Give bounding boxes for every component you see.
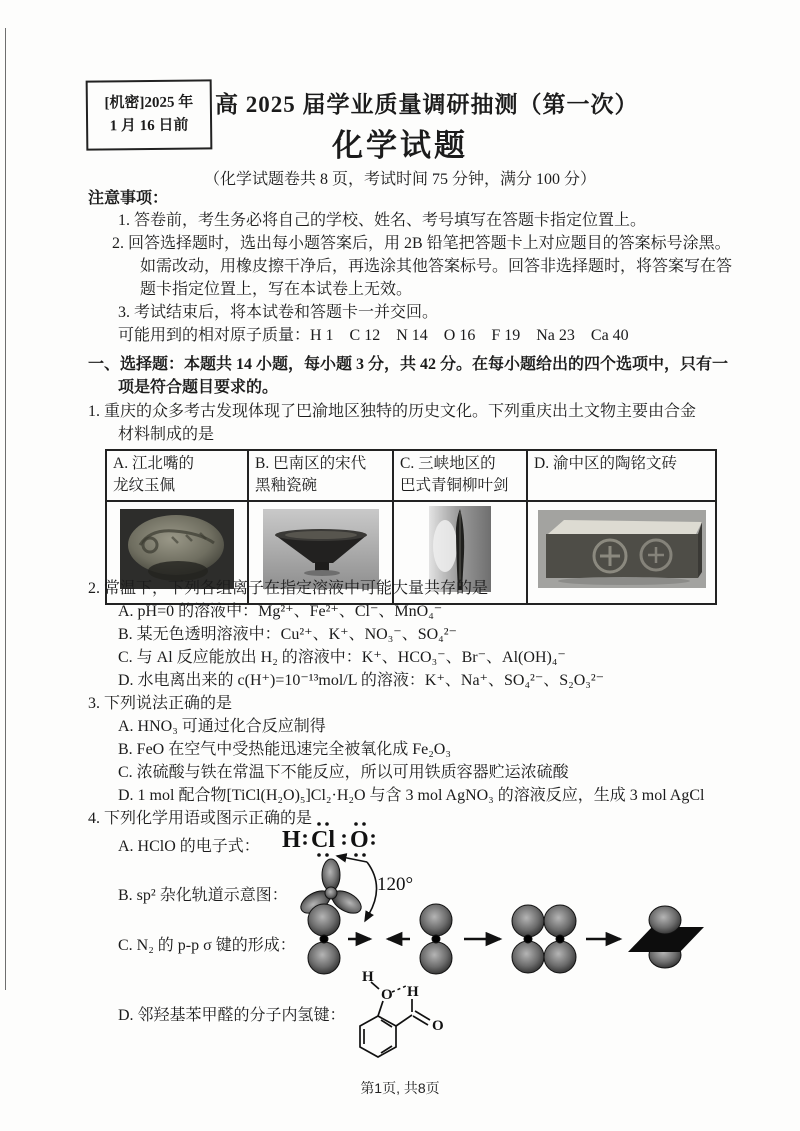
q4-option-d-label: D. 邻羟基苯甲醛的分子内氢键： — [118, 1007, 346, 1024]
q2-option-a: A. pH=0 的溶液中：Mg²⁺、Fe²⁺、Cl⁻、MnO₄⁻ — [118, 603, 443, 620]
q3-option-c: C. 浓硫酸与铁在常温下不能反应，所以可用铁质容器贮运浓硫酸 — [118, 764, 569, 781]
notice-item-2-line1: 2. 回答选择题时，选出每小题答案后，用 2B 铅笔把答题卡上对应题目的答案标号涂黑。 — [112, 235, 731, 252]
q1-caption-a-line1: A. 江北嘴的 — [113, 455, 194, 472]
exam-meta: （化学试题卷共 8 页，考试时间 75 分钟，满分 100 分） — [203, 171, 596, 188]
molecule-h1-label: H — [362, 969, 374, 985]
jade-pendant-photo — [120, 509, 234, 589]
exam-title: 高 2025 届学业质量调研抽测（第一次） — [215, 92, 639, 117]
q1-option-c-caption — [393, 450, 527, 501]
notice-item-1: 1. 答卷前，考生务必将自己的学校、姓名、考号填写在答题卡指定位置上。 — [118, 212, 647, 229]
q1-option-d-caption — [527, 450, 716, 501]
q1-caption-d-line1: D. 渝中区的陶铭文砖 — [534, 455, 677, 472]
q4-option-b-label: B. sp² 杂化轨道示意图： — [118, 887, 288, 904]
q2-option-d: D. 水电离出来的 c(H⁺)=10⁻¹³mol/L 的溶液：K⁺、Na⁺、SO₄²⁻、S₂O₃²⁻ — [118, 672, 605, 689]
notice-item-2-line2: 如需改动，用橡皮擦干净后，再选涂其他答案标号。回答非选择题时，将答案写在答 — [140, 258, 733, 275]
q4-stem: 4. 下列化学用语或图示正确的是 — [88, 810, 313, 827]
q1-option-a-caption — [106, 450, 248, 501]
confidential-line2: 1 月 16 日前 — [109, 117, 189, 135]
page-number-footer: 第1页, 共8页 — [360, 1080, 440, 1096]
molecule-h2-label: H — [407, 984, 419, 1000]
section1-heading-line1: 一、选择题：本题共 14 小题，每小题 3 分，共 42 分。在每小题给出的四个选项中，只有一 — [88, 356, 729, 373]
q2-option-b: B. 某无色透明溶液中：Cu²⁺、K⁺、NO₃⁻、SO₄²⁻ — [118, 626, 457, 643]
notice-item-3: 3. 考试结束后，将本试卷和答题卡一并交回。 — [118, 304, 439, 321]
subject-title: 化学试题 — [332, 128, 468, 163]
q4-option-c-label: C. N₂ 的 p-p σ 键的形成： — [118, 937, 296, 954]
q4-option-a-label: A. HClO 的电子式： — [118, 838, 260, 855]
q3-option-d: D. 1 mol 配合物[TiCl(H₂O)₅]Cl₂·H₂O 与含 3 mol AgNO₃ 的溶液反应，生成 3 mol AgCl — [118, 787, 705, 804]
q1-caption-c-line2: 巴式青铜柳叶剑 — [400, 477, 509, 495]
q1-caption-b-line1: B. 巴南区的宋代 — [255, 455, 367, 472]
salicylaldehyde-structure — [344, 968, 459, 1068]
molecule-o2-label: O — [432, 1018, 444, 1034]
q1-caption-b-line2: 黑釉瓷碗 — [255, 477, 318, 495]
electron-dot-cl: Cl — [311, 827, 335, 853]
black-bowl-photo — [263, 509, 379, 589]
q1-caption-c-line1: C. 三峡地区的 — [400, 455, 496, 472]
atomic-mass-line: 可能用到的相对原子质量：H 1 C 12 N 14 O 16 F 19 Na 23 Ca 40 — [118, 327, 629, 344]
q3-stem: 3. 下列说法正确的是 — [88, 695, 233, 712]
notice-heading: 注意事项： — [88, 190, 169, 207]
q1-caption-row — [106, 450, 716, 501]
q1-caption-a-line2: 龙纹玉佩 — [113, 477, 176, 495]
electron-dot-o: O — [350, 827, 369, 853]
molecule-o1-label: O — [381, 987, 393, 1003]
notice-item-2-line3: 题卡指定位置上，写在本试卷上无效。 — [140, 281, 413, 298]
confidential-line1: [机密]2025 年 — [104, 94, 194, 112]
q1-photo-cell-d — [527, 501, 716, 604]
q3-option-b: B. FeO 在空气中受热能迅速完全被氧化成 Fe₂O₃ — [118, 741, 451, 758]
q2-option-c: C. 与 Al 反应能放出 H₂ 的溶液中：K⁺、HCO₃⁻、Br⁻、Al(OH)₄⁻ — [118, 649, 566, 666]
q1-stem-line2: 材料制成的是 — [118, 426, 215, 443]
inscribed-brick-photo — [538, 510, 706, 588]
section1-heading-line2: 项是符合题目要求的。 — [118, 379, 279, 396]
q1-stem-line1: 1. 重庆的众多考古发现体现了巴渝地区独特的历史文化。下列重庆出土文物主要由合金 — [88, 403, 697, 420]
electron-dot-h: H — [282, 827, 301, 853]
q3-option-a: A. HNO₃ 可通过化合反应制得 — [118, 718, 326, 735]
q1-option-b-caption — [248, 450, 393, 501]
sp2-angle-label: 120° — [377, 874, 414, 895]
q2-stem: 2. 常温下，下列各组离子在指定溶液中可能大量共存的是 — [88, 580, 489, 597]
